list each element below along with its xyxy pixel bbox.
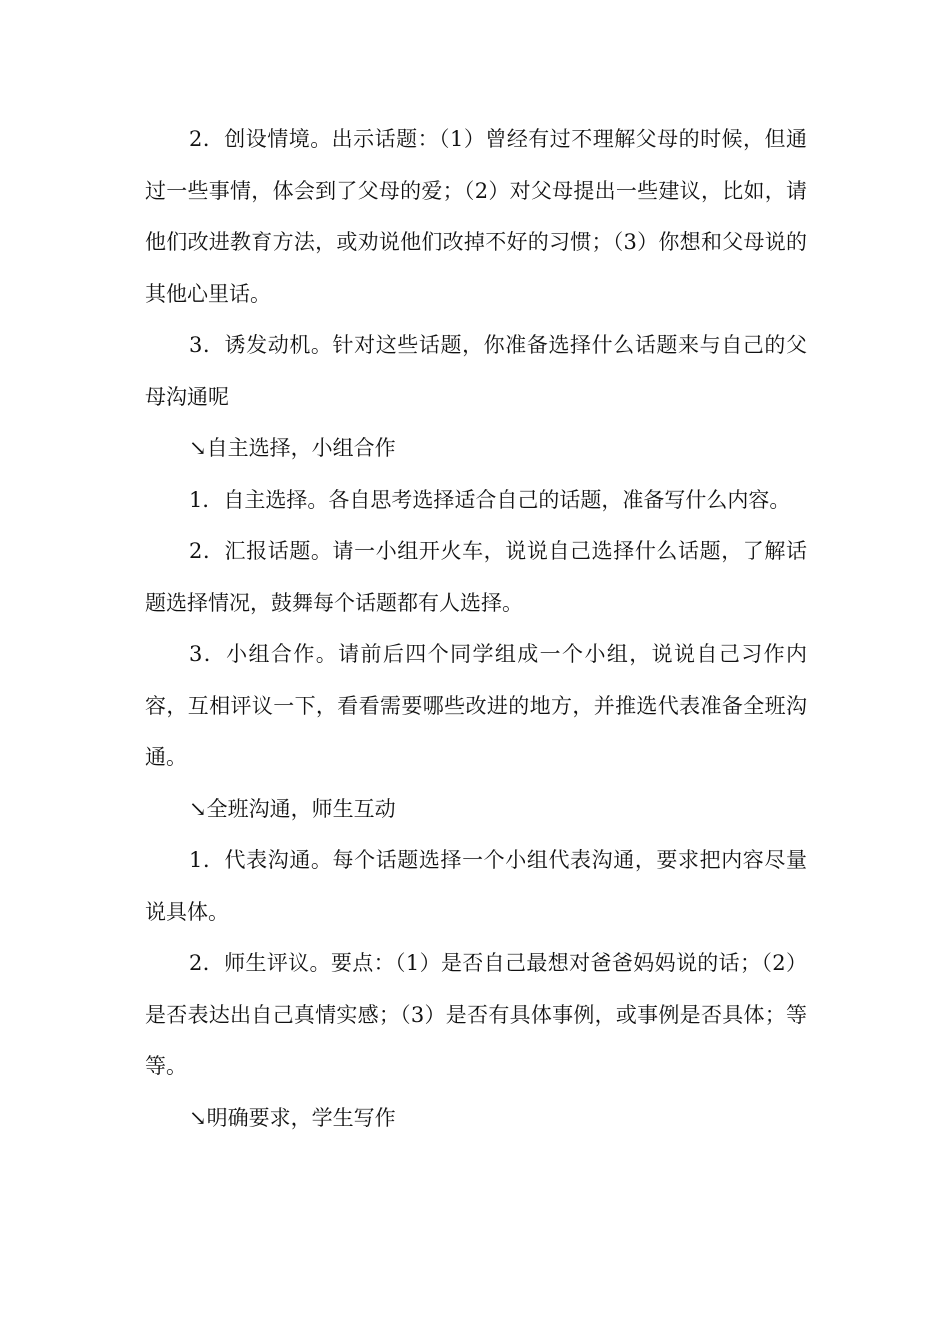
section-heading-class-communication: ↘全班沟通，师生互动 xyxy=(189,796,396,821)
paragraph-teacher-student-review: 2．师生评议。要点：（1）是否自己最想对爸爸妈妈说的话；（2）是否表达出自己真情实感；（3）是否有具体事例，或事例是否具体；等等。 xyxy=(145,951,807,1078)
document-body xyxy=(145,114,807,1144)
section-heading-self-selection: ↘自主选择，小组合作 xyxy=(189,436,396,460)
paragraph-report-topics: 2．汇报话题。请一小组开火车，说说自己选择什么话题，了解话题选择情况，鼓舞每个话题都有人选择。 xyxy=(145,539,807,615)
section-heading-clear-requirements: ↘明确要求，学生写作 xyxy=(189,1105,396,1130)
paragraph-group-cooperation: 3．小组合作。请前后四个同学组成一个小组，说说自己习作内容，互相评议一下，看看需要哪些改进的地方，并推选代表准备全班沟通。 xyxy=(145,642,807,769)
paragraph-self-selection: 1．自主选择。各自思考选择适合自己的话题，准备写什么内容。 xyxy=(189,487,791,512)
paragraph-create-situation: 2．创设情境。出示话题：（1）曾经有过不理解父母的时候，但通过一些事情，体会到了父母的爱；（2）对父母提出一些建议，比如，请他们改进教育方法，或劝说他们改掉不好的习惯；（3）你想和父母说的其他心里话。 xyxy=(145,127,807,306)
paragraph-motivation: 3．诱发动机。针对这些话题，你准备选择什么话题来与自己的父母沟通呢 xyxy=(145,333,807,409)
paragraph-representative-communication: 1．代表沟通。每个话题选择一个小组代表沟通，要求把内容尽量说具体。 xyxy=(145,848,807,924)
